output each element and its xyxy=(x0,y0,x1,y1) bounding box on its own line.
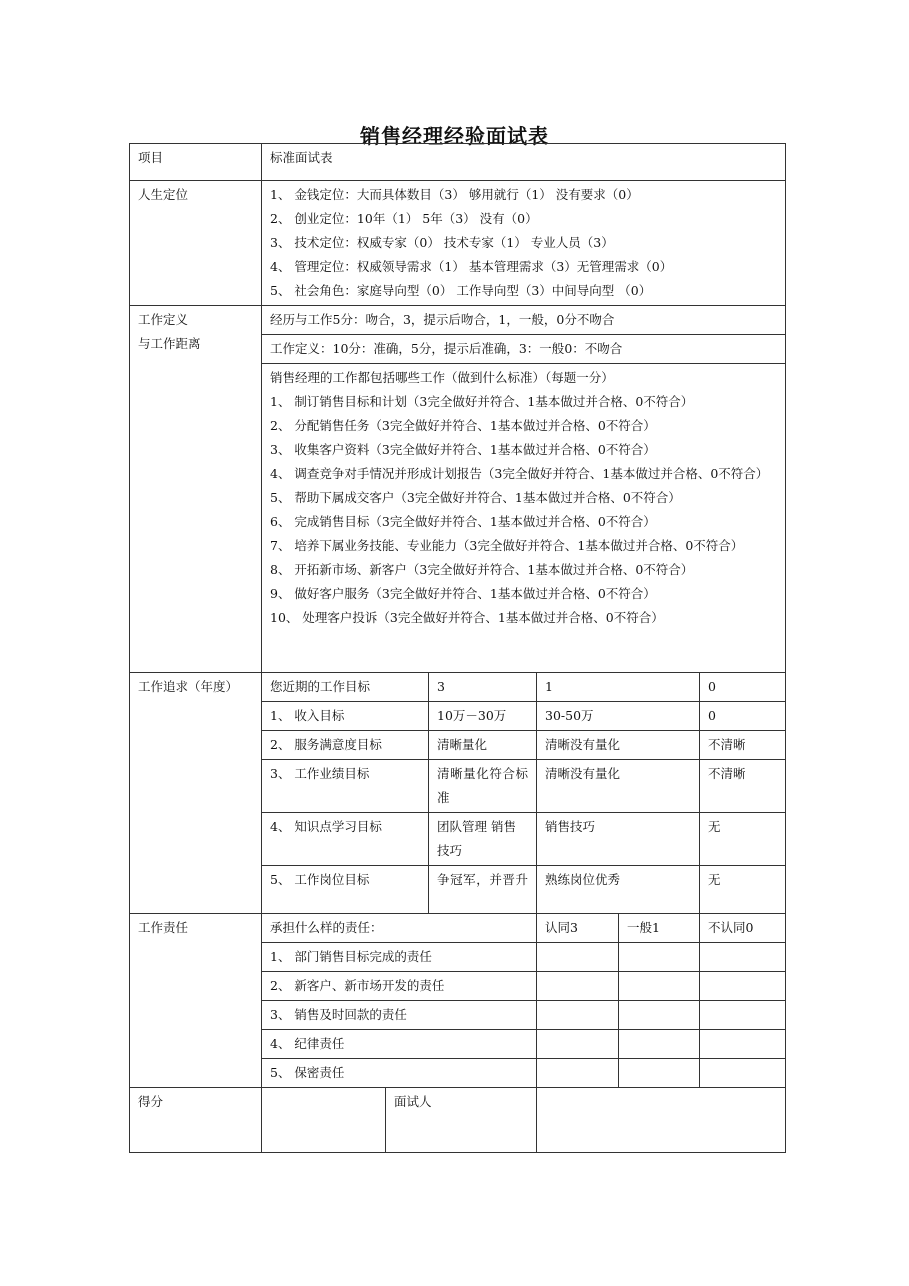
task-item: 7、 培养下属业务技能、专业能力（3完全做好并符合、1基本做过并合格、0不符合） xyxy=(270,538,744,553)
life-row xyxy=(130,181,786,306)
work-def-experience: 经历与工作5分：吻合，3，提示后吻合，1，一般，0分不吻合 xyxy=(262,306,786,335)
duty-neutral-cell xyxy=(619,943,700,972)
tasks-intro: 销售经理的工作都包括哪些工作（做到什么标准）（每题一分） xyxy=(270,370,614,385)
life-line: 4、 管理定位：权威领导需求（1） 基本管理需求（3）无管理需求（0） xyxy=(270,259,673,274)
pursuit-header-score-3: 3 xyxy=(429,673,537,702)
duty-disagree-cell xyxy=(700,943,786,972)
duty-item: 5、 保密责任 xyxy=(262,1059,537,1088)
pursuit-goal: 3、 工作业绩目标 xyxy=(262,760,429,813)
pursuit-option-1: 清晰没有量化 xyxy=(537,760,700,813)
pursuit-option-0: 不清晰 xyxy=(700,731,786,760)
duty-header-neutral: 一般1 xyxy=(619,914,700,943)
pursuit-option-1: 清晰没有量化 xyxy=(537,731,700,760)
pursuit-label: 工作追求（年度） xyxy=(130,673,262,914)
header-col2: 标准面试表 xyxy=(262,144,786,181)
pursuit-goal: 1、 收入目标 xyxy=(262,702,429,731)
pursuit-option-0: 无 xyxy=(700,813,786,866)
duty-disagree-cell xyxy=(700,1030,786,1059)
life-line: 1、 金钱定位：大而具体数目（3） 够用就行（1） 没有要求（0） xyxy=(270,187,639,202)
duty-item: 2、 新客户、新市场开发的责任 xyxy=(262,972,537,1001)
duty-agree-cell xyxy=(537,1030,619,1059)
pursuit-header-score-1: 1 xyxy=(537,673,700,702)
pursuit-option-1: 30-50万 xyxy=(537,702,700,731)
duty-agree-cell xyxy=(537,1059,619,1088)
pursuit-goal: 4、 知识点学习目标 xyxy=(262,813,429,866)
duty-label: 工作责任 xyxy=(130,914,262,1088)
duty-neutral-cell xyxy=(619,1030,700,1059)
duty-header-disagree: 不认同0 xyxy=(700,914,786,943)
work-def-label xyxy=(130,306,262,673)
pursuit-goal: 5、 工作岗位目标 xyxy=(262,866,429,914)
duty-neutral-cell xyxy=(619,1059,700,1088)
duty-item: 4、 纪律责任 xyxy=(262,1030,537,1059)
pursuit-header-goal: 您近期的工作目标 xyxy=(262,673,429,702)
task-item: 3、 收集客户资料（3完全做好并符合、1基本做过并合格、0不符合） xyxy=(270,442,656,457)
pursuit-option-0: 不清晰 xyxy=(700,760,786,813)
score-value-cell xyxy=(262,1088,386,1153)
task-item: 2、 分配销售任务（3完全做好并符合、1基本做过并合格、0不符合） xyxy=(270,418,656,433)
duty-item: 3、 销售及时回款的责任 xyxy=(262,1001,537,1030)
duty-agree-cell xyxy=(537,1001,619,1030)
pursuit-header-row xyxy=(130,673,786,702)
life-label: 人生定位 xyxy=(130,181,262,306)
work-def-label-1: 工作定义 xyxy=(138,312,189,327)
duty-header-question: 承担什么样的责任： xyxy=(262,914,537,943)
pursuit-option-3: 10万－30万 xyxy=(429,702,537,731)
work-def-label-2: 与工作距离 xyxy=(138,336,201,351)
duty-header-row xyxy=(130,914,786,943)
interview-table xyxy=(129,143,786,1153)
task-item: 8、 开拓新市场、新客户（3完全做好并符合、1基本做过并合格、0不符合） xyxy=(270,562,694,577)
life-line: 3、 技术定位：权威专家（0） 技术专家（1） 专业人员（3） xyxy=(270,235,614,250)
life-line: 5、 社会角色：家庭导向型（0） 工作导向型（3）中间导向型 （0） xyxy=(270,283,652,298)
score-row xyxy=(130,1088,786,1153)
pursuit-option-0: 0 xyxy=(700,702,786,731)
page-title: 销售经理经验面试表 xyxy=(360,124,549,148)
pursuit-option-1: 熟练岗位优秀 xyxy=(537,866,700,914)
pursuit-option-1: 销售技巧 xyxy=(537,813,700,866)
duty-disagree-cell xyxy=(700,972,786,1001)
duty-item: 1、 部门销售目标完成的责任 xyxy=(262,943,537,972)
pursuit-option-3: 清晰量化 xyxy=(429,731,537,760)
pursuit-goal: 2、 服务满意度目标 xyxy=(262,731,429,760)
duty-neutral-cell xyxy=(619,972,700,1001)
pursuit-option-0: 无 xyxy=(700,866,786,914)
duty-disagree-cell xyxy=(700,1001,786,1030)
pursuit-option-3: 团队管理 销售技巧 xyxy=(429,813,537,866)
work-def-row-1 xyxy=(130,306,786,335)
duty-agree-cell xyxy=(537,943,619,972)
pursuit-option-3: 争冠军，并晋升 xyxy=(429,866,537,914)
duty-header-agree: 认同3 xyxy=(537,914,619,943)
task-item: 4、 调查竞争对手情况并形成计划报告（3完全做好并符合、1基本做过并合格、0不符合） xyxy=(270,466,769,481)
life-content xyxy=(262,181,786,306)
header-row xyxy=(130,144,786,181)
interviewer-value-cell xyxy=(537,1088,786,1153)
interviewer-label: 面试人 xyxy=(386,1088,537,1153)
work-def-definition: 工作定义：10分：准确，5分，提示后准确，3：一般0：不吻合 xyxy=(262,335,786,364)
header-col1: 项目 xyxy=(130,144,262,181)
task-item: 9、 做好客户服务（3完全做好并符合、1基本做过并合格、0不符合） xyxy=(270,586,656,601)
duty-agree-cell xyxy=(537,972,619,1001)
task-item: 1、 制订销售目标和计划（3完全做好并符合、1基本做过并合格、0不符合） xyxy=(270,394,694,409)
life-line: 2、 创业定位：10年（1） 5年（3） 没有（0） xyxy=(270,211,538,226)
task-item: 5、 帮助下属成交客户（3完全做好并符合、1基本做过并合格、0不符合） xyxy=(270,490,681,505)
duty-neutral-cell xyxy=(619,1001,700,1030)
task-item: 6、 完成销售目标（3完全做好并符合、1基本做过并合格、0不符合） xyxy=(270,514,656,529)
tasks-cell xyxy=(262,364,786,673)
pursuit-option-3: 清晰量化符合标准 xyxy=(429,760,537,813)
score-label: 得分 xyxy=(130,1088,262,1153)
duty-disagree-cell xyxy=(700,1059,786,1088)
task-item: 10、 处理客户投诉（3完全做好并符合、1基本做过并合格、0不符合） xyxy=(270,610,664,625)
pursuit-header-score-0: 0 xyxy=(700,673,786,702)
